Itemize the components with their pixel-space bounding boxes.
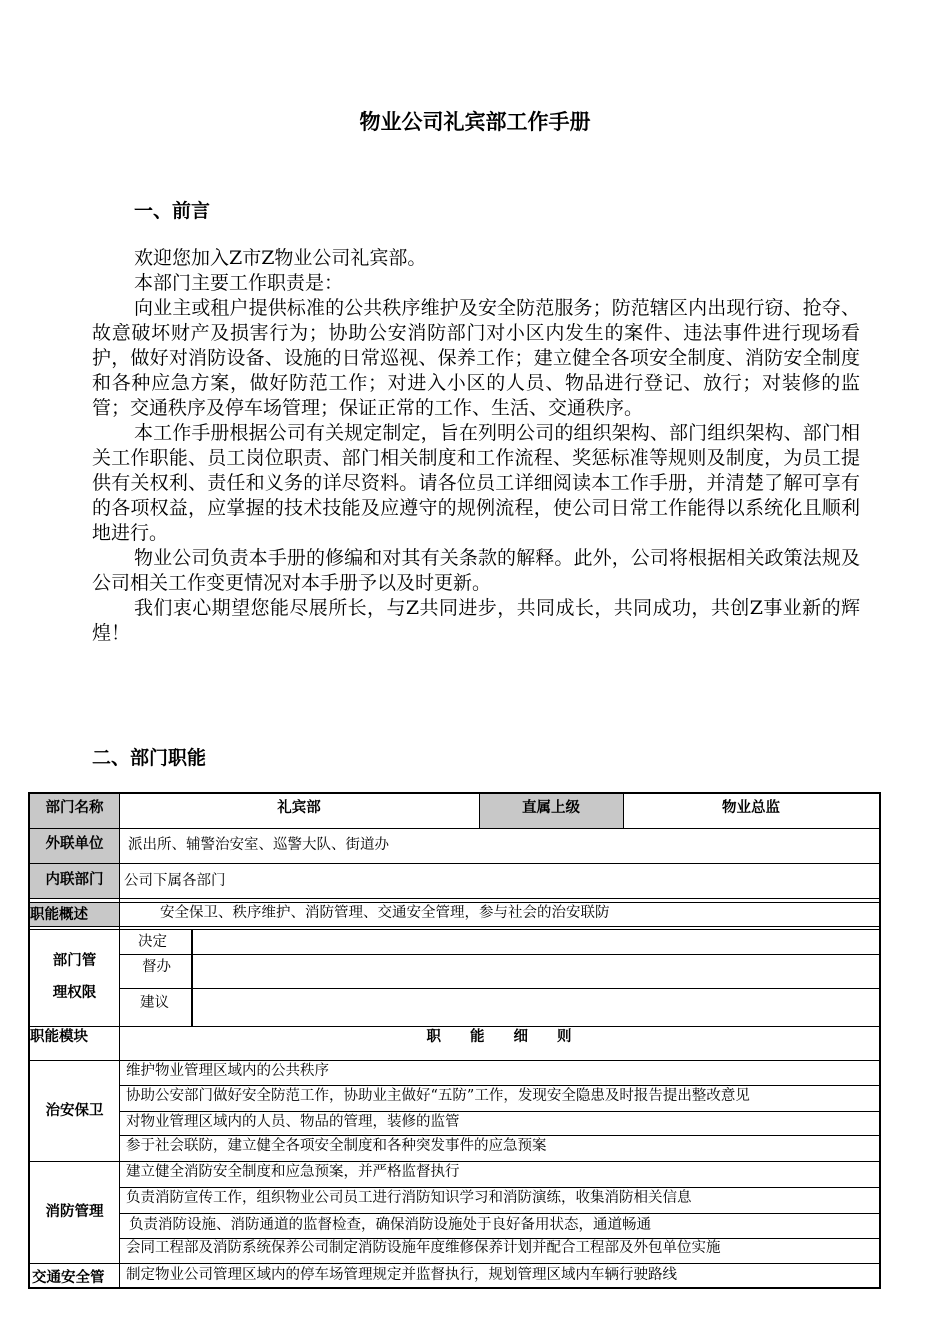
- table-divider: [30, 828, 879, 829]
- preface-paragraph: 本工作手册根据公司有关规定制定，旨在列明公司的组织架构、部门组织架构、部门相关工作职能、员工岗位职责、部门相关制度和工作流程、奖惩标准等规则及制度，为员工提供有关权利、责任和义务的详尽资料。请各位员工详细阅读本工作手册，并清楚了解可享有的各项权益，应掌握的技术技能及应遵守的规例流程，使公司日常工作能得以系统化且顺利地进行。: [92, 422, 860, 544]
- document-title: 物业公司礼宾部工作手册: [359, 110, 591, 134]
- fire-item: 建立健全消防安全制度和应急预案，并严格监督执行: [126, 1164, 460, 1180]
- fire-item: 会同工程部及消防系统保养公司制定消防设施年度维修保养计划并配合工程部及外包单位实施: [126, 1240, 721, 1256]
- table-divider: [119, 1135, 879, 1136]
- preface-paragraph: 物业公司负责本手册的修编和对其有关条款的解释。此外，公司将根据相关政策法规及公司相关工作变更情况对本手册予以及时更新。: [92, 547, 860, 594]
- dept-name-value: 礼宾部: [277, 800, 321, 816]
- table-divider: [30, 1026, 879, 1027]
- preface-paragraph: 欢迎您加入Z市Z物业公司礼宾部。: [134, 247, 427, 269]
- section-heading-functions: 二、部门职能: [92, 747, 207, 769]
- superior-value: 物业总监: [722, 800, 780, 816]
- table-divider: [119, 1213, 879, 1214]
- security-item: 协助公安部门做好安全防范工作，协助业主做好“五防”工作，发现安全隐患及时报告提出整改意见: [126, 1088, 750, 1104]
- dept-name-label: 部门名称: [30, 794, 119, 828]
- table-divider: [119, 1187, 879, 1188]
- fire-item: 负责消防设施、消防通道的监督检查，确保消防设施处于良好备用状态，通道畅通: [129, 1217, 651, 1233]
- table-divider: [30, 863, 879, 864]
- authority-label-line: 理权限: [52, 985, 97, 1001]
- section-heading-preface: 一、前言: [134, 200, 211, 222]
- authority-item: 督办: [142, 959, 171, 975]
- table-divider: [30, 902, 879, 903]
- table-divider: [30, 1060, 879, 1061]
- overview-value: 安全保卫、秩序维护、消防管理、交通安全管理，参与社会的治安联防: [160, 905, 610, 921]
- table-divider: [119, 1238, 879, 1239]
- external-value: 派出所、辅警治安室、巡警大队、街道办: [128, 837, 389, 853]
- security-item: 参于社会联防，建立健全各项安全制度和各种突发事件的应急预案: [126, 1138, 547, 1154]
- authority-label-line: 部门管: [52, 953, 97, 969]
- table-divider: [479, 794, 480, 828]
- internal-label: 内联部门: [30, 864, 119, 899]
- table-divider: [30, 1161, 879, 1162]
- authority-label: [30, 931, 119, 1029]
- table-divider: [119, 954, 879, 955]
- table-divider: [119, 1085, 879, 1086]
- preface-paragraph: 我们衷心期望您能尽展所长，与Z共同进步，共同成长，共同成功，共创Z事业新的辉煌！: [92, 597, 860, 644]
- security-label: 治安保卫: [45, 1103, 104, 1119]
- preface-paragraph: 向业主或租户提供标准的公共秩序维护及安全防范服务；防范辖区内出现行窃、抢夺、故意破坏财产及损害行为；协助公安消防部门对小区内发生的案件、违法事件进行现场看护，做好对消防设备、设施的日常巡视、保养工作；建立健全各项安全制度、消防安全制度和各种应急方案，做好防范工作；对进入小区的人员、物品进行登记、放行；对装修的监管；交通秩序及停车场管理；保证正常的工作、生活、交通秩序。: [92, 297, 860, 419]
- table-divider: [119, 794, 120, 1289]
- overview-label: 职能概述: [30, 902, 119, 927]
- table-divider: [119, 1111, 879, 1112]
- security-item: 维护物业管理区域内的公共秩序: [126, 1063, 329, 1079]
- preface-body: [92, 246, 860, 646]
- table-divider: [191, 929, 193, 1026]
- table-divider: [623, 794, 624, 828]
- fire-item: 负责消防宣传工作，组织物业公司员工进行消防知识学习和消防演练，收集消防相关信息: [126, 1190, 692, 1206]
- module-header: 职 能 细 则: [426, 1029, 572, 1045]
- traffic-label: 交通安全管: [32, 1270, 105, 1286]
- superior-label: 直属上级: [479, 794, 623, 828]
- module-label: 职能模块: [30, 1029, 88, 1045]
- traffic-item: 制定物业公司管理区域内的停车场管理规定并监督执行，规划管理区域内车辆行驶路线: [126, 1267, 677, 1283]
- department-function-table: [28, 792, 881, 1289]
- authority-item: 决定: [138, 934, 167, 950]
- internal-value: 公司下属各部门: [124, 873, 226, 889]
- external-label: 外联单位: [30, 828, 119, 863]
- table-divider: [30, 898, 879, 899]
- table-divider: [30, 1263, 879, 1264]
- authority-item: 建议: [140, 995, 169, 1011]
- table-divider: [119, 988, 879, 989]
- table-divider: [30, 929, 879, 930]
- security-item: 对物业管理区域内的人员、物品的管理，装修的监管: [126, 1114, 460, 1130]
- preface-paragraph: 本部门主要工作职责是：: [134, 272, 344, 294]
- table-divider: [30, 926, 879, 927]
- fire-label: 消防管理: [45, 1204, 104, 1220]
